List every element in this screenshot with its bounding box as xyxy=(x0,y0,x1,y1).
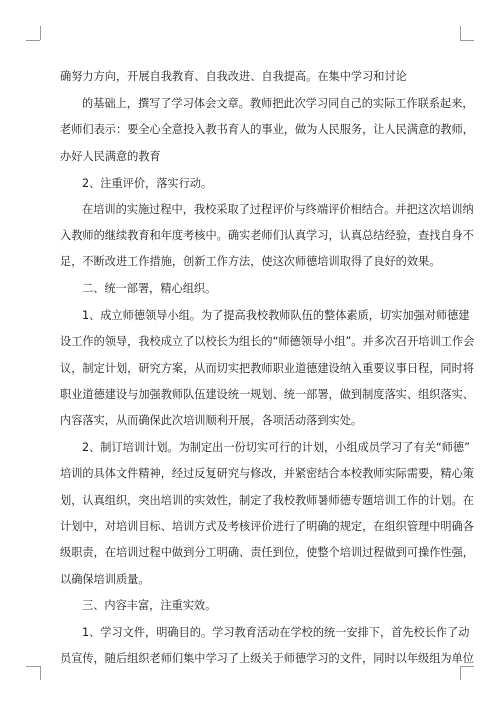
text-line: 内容落实，从而确保此次培训顺利开展，各项活动落到实处。 xyxy=(60,414,363,427)
text-line: 1、成立师德领导小组。为了提高我校教师队伍的整体素质，切实加强对师德建 xyxy=(82,309,470,322)
text-line: 划，认真组织，突出培训的实效性，制定了我校教师暑师德专题培训工作的计划。在 xyxy=(60,494,474,507)
text-line: 设工作的领导，我校成立了以校长为组长的“师德领导小组”。并多次召开培训工作会 xyxy=(60,335,475,348)
section-heading: 二、统一部署，精心组织。 xyxy=(82,282,217,295)
crop-mark-top-left-horizontal xyxy=(26,40,40,41)
text-line: 培训的具体文件精神，经过反复研究与修改，并紧密结合本校教师实际需要，精心策 xyxy=(60,467,474,480)
text-line: 确努力方向，开展自我教育、自我改进、自我提高。在集中学习和讨论 xyxy=(60,70,407,83)
text-line: 职业道德建设与加强教师队伍建设统一规划、统一部署，做到制度落实、组织落实、 xyxy=(60,388,474,401)
text-line: 在培训的实施过程中，我校采取了过程评价与终端评价相结合。并把这次培训纳 xyxy=(82,203,474,216)
crop-mark-top-right-horizontal xyxy=(460,40,474,41)
text-line: 员宣传，随后组织老师们集中学习了上级关于师德学习的文件，同时以年级组为单位 xyxy=(60,652,474,665)
crop-mark-bottom-left-vertical xyxy=(40,666,41,680)
text-line: 足，不断改进工作措施，创新工作方法，使这次师德培训取得了良好的效果。 xyxy=(60,255,441,268)
text-line: 1、学习文件，明确目的。学习教育活动在学校的统一安排下，首先校长作了动 xyxy=(82,626,470,639)
text-line: 议，制定计划，研究方案，从而切实把教师职业道德建设纳入重要议事日程，同时将 xyxy=(60,362,474,375)
text-line: 老师们表示：要全心全意投入教书育人的事业，做为人民服务，让人民满意的教师， xyxy=(60,123,474,136)
text-line: 2、制订培训计划。为制定出一份切实可行的计划，小组成员学习了有关“师德” xyxy=(82,441,470,454)
text-line: 以确保培训质量。 xyxy=(60,573,150,586)
crop-mark-bottom-right-vertical xyxy=(460,666,461,680)
text-line: 办好人民满意的教育 xyxy=(60,150,161,163)
section-heading: 三、内容丰富，注重实效。 xyxy=(82,599,217,612)
crop-mark-top-left-vertical xyxy=(40,26,41,40)
text-line: 计划中，对培训目标、培训方式及考核评价进行了明确的规定，在组织管理中明确各 xyxy=(60,520,474,533)
crop-mark-bottom-right-horizontal xyxy=(460,666,474,667)
section-heading: 2、注重评价，落实行动。 xyxy=(82,177,213,190)
text-line: 入教师的继续教育和年度考核中。确实老师们认真学习，认真总结经验，查找自身不 xyxy=(60,229,474,242)
text-line: 的基础上，撰写了学习体会文章。教师把此次学习同自己的实际工作联系起来， xyxy=(82,97,474,110)
text-line: 级职责，在培训过程中做到分工明确、责任到位，使整个培训过程做到可操作性强， xyxy=(60,546,474,559)
crop-mark-top-right-vertical xyxy=(460,26,461,40)
crop-mark-bottom-left-horizontal xyxy=(26,666,40,667)
